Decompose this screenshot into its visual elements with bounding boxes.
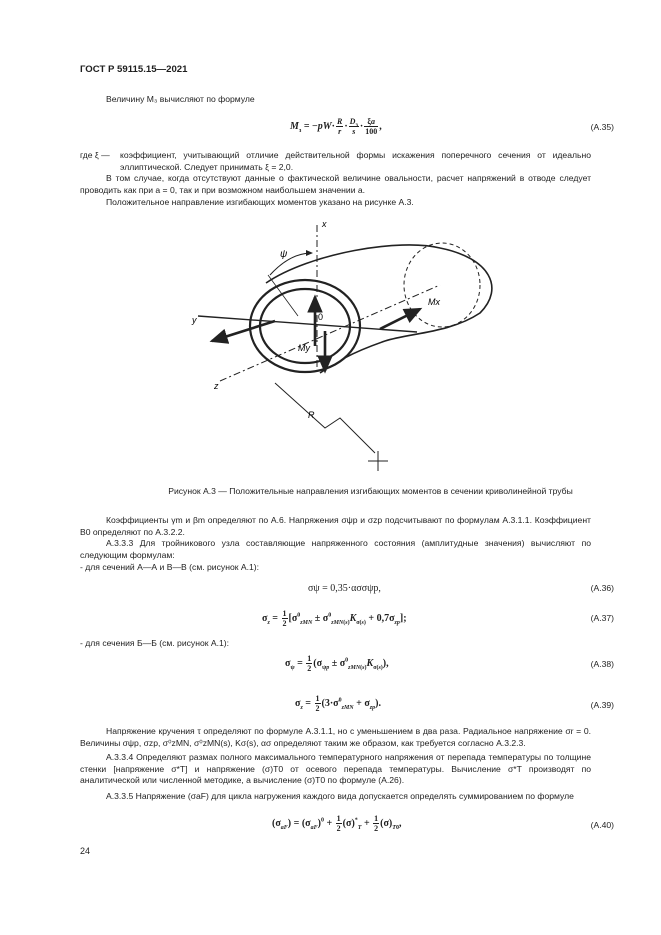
formula-a40: $(\sigma_{aF}) = (\sigma_{aF})^0$ + $\frac{1}{2}$ $(\sigma)^*_T$ + $\frac{1}{2}$ $(\sigma)_{T0}$,	[272, 814, 402, 833]
equation-number-a37: (А.37)	[590, 613, 614, 623]
equation-number-a35: (А.35)	[590, 122, 614, 132]
radius-line	[275, 383, 375, 453]
paragraph-coefficients: Коэффициенты γm и βm определяют по А.6. Напряжения σψp и σzp подсчитывают по формулам А.3.1.1. Коэффициент B0 определяют по А.3.2.2.	[80, 515, 591, 537]
equation-number-a40: (А.40)	[590, 820, 614, 830]
where-term: где ξ —	[80, 150, 110, 160]
label-mx: Mx	[428, 297, 440, 307]
formula-a39: $\sigma_z$ = $\frac{1}{2}$ $(3\cdot\sigma^0_{zMN} + \sigma_{zp})$.	[295, 694, 381, 713]
paragraph-torsion: Напряжение кручения τ определяют по формуле А.3.1.1, но с уменьшением в два раза. Радиальное напряжение σr = 0. Величины σψp, σzp, σ⁰zMN, σ⁰zMN(s), Kσ(s), ασ определяют таким же образом, как требуется согласно А.3.2.3.	[80, 726, 591, 748]
equation-number-a36: (А.36)	[590, 583, 614, 593]
far-section-ellipse	[404, 243, 480, 327]
bullet-section-bb: - для сечения Б—Б (см. рисунок А.1):	[80, 638, 230, 648]
paragraph-a335: А.3.3.5 Напряжение (σaF) для цикла нагружения каждого вида допускается определять суммированием по формуле	[106, 791, 574, 801]
label-psi: ψ	[280, 249, 288, 260]
page-number: 24	[80, 846, 91, 856]
equation-number-a38: (А.38)	[590, 659, 614, 669]
label-my: My	[298, 343, 310, 353]
mx-arrow-right	[380, 309, 420, 329]
label-x: x	[322, 219, 327, 229]
where-definition: коэффициент, учитывающий отличие действительной формы искажения поперечного сечения от идеально эллиптической. Следует принимать ξ = 2,0.	[120, 150, 591, 172]
paragraph-direction: Положительное направление изгибающих моментов указано на рисунке А.3.	[106, 197, 414, 207]
formula-a35-text	[0, 0, 1, 1]
label-origin: 0	[318, 312, 324, 322]
formula-a38: $\sigma_\psi$ = $\frac{1}{2}$ $(\sigma_{\psi p} \pm \sigma^0_{zMN(s)}K_{\sigma(s)})$,	[285, 654, 389, 673]
label-z: z	[214, 381, 219, 391]
formula-a37: $\sigma_z$ = $\frac{1}{2}$ $[\sigma^0_{zMN} \pm \sigma^0_{zMN(s)}K_{\sigma(s)} + 0,7\sigma_{zp}]$;	[262, 609, 407, 628]
label-r: R	[308, 410, 315, 420]
paragraph-a334: А.3.3.4 Определяют размах полного максимального температурного напряжения от перепада температуры по толщине стенки [напряжение σ*T] и напряжение (σ)T0 от осевого перепада температуры. Вычисление σ*T производят по аналитической или численной методике, а вычисление (σ)T0 по формуле (А.26).	[80, 752, 591, 786]
figure-a3	[170, 213, 510, 478]
bullet-sections-aa: - для сечений А—А и В—В (см. рисунок А.1):	[80, 562, 260, 572]
equation-number-a39: (А.39)	[590, 700, 614, 710]
paragraph-mz-intro	[80, 94, 591, 106]
document-header: ГОСТ Р 59115.15—2021	[80, 64, 188, 75]
paragraph-a333: А.3.3.3 Для тройникового узла составляющие напряженного состояния (амплитудные значения) вычисляют по следующим формулам:	[80, 538, 591, 560]
figure-caption: Рисунок А.3 — Положительные направления изгибающих моментов в сечении криволинейной трубы	[168, 486, 573, 496]
formula-a35: $M_з = -pW\cdot$ $\frac{R}{r}$ · $\frac{D_з}{s}$ · $\frac{\xi a}{100}$ ,	[290, 117, 382, 136]
label-y: y	[192, 315, 197, 325]
paragraph-ovality: В том случае, когда отсутствуют данные о фактической величине овальности, расчет напряжений в отводе следует проводить как при a = 0, так и при возможном наибольшем значении a.	[80, 173, 591, 195]
paragraph-mz-text: Величину M₃ вычисляют по формуле	[106, 94, 255, 104]
formula-a36: σψ = 0,35·ασσψp,	[308, 583, 381, 594]
